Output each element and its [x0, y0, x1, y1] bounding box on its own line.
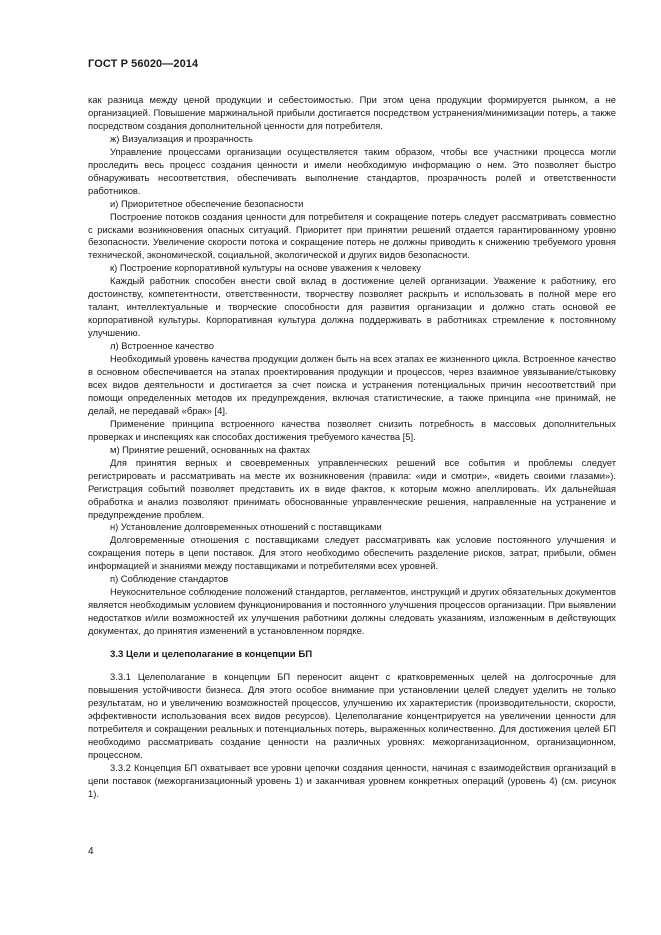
paragraph: Неукоснительное соблюдение положений стандартов, регламентов, инструкций и других обязательных документов является необходимым условием функционирования и постоянного улучшения процессов организации. При выявлении недостатков и/или возможностей их улучшения работники должны следовать указаниям, изложенным в действующих документах, до принятия изменений в установленном порядке.: [88, 586, 616, 637]
list-item-heading: и) Приоритетное обеспечение безопасности: [110, 197, 304, 209]
paragraph: Каждый работник способен внести свой вклад в достижение целей организации. Уважение к работнику, его достоинству, компетентности, ответственности, творчеству позволяет раскрыть и использовать в полной мере его талант, интеллектуальные и творческие способности для развития организации и должно стать основой ее корпоративной культуры. Корпоративная культура должна поддерживать в работниках стремление к постоянному улучшению.: [88, 275, 616, 339]
list-item-heading: п) Соблюдение стандартов: [110, 573, 229, 585]
paragraph: Для принятия верных и своевременных управленческих решений все события и проблемы следует регистрировать и рассматривать на месте их возникновения (правила: «иди и смотри», «видеть своими глазами»). Регистрация событий позволяет представить их в виде фактов, к которым можно апеллировать. Их дальнейшая обработка и анализ позволяют принимать обоснованные управленческие решения, направленные на устранение и предупреждение проблем.: [88, 456, 616, 520]
paragraph: Управление процессами организации осуществляется таким образом, чтобы все участники процесса могли проследить весь процесс создания ценности и имели необходимую информацию о нем. Это позволяет быстро обнаруживать несоответствия, обеспечивать выполнение стандартов, прозрачность ролей и ответственности работников.: [88, 145, 616, 196]
paragraph: как разница между ценой продукции и себестоимостью. При этом цена продукции формируется рынком, а не организацией. Повышение маржинальной прибыли достигается посредством устранения/минимизации потерь, а также посредством создания дополнительной ценности для потребителя.: [88, 94, 616, 131]
paragraph: Необходимый уровень качества продукции должен быть на всех этапах ее жизненного цикла. Встроенное качество в основном обеспечивается на этапах проектирования продукции и процессов, через взаимное увязывание/стыковку всех видов деятельности и достигается за счет поиска и устранения потенциальных причин несоответствий при помощи определенных методов их предупреждения, включая статистические, а также принципа «не принимай, не делай, не передавай «брак» [4].: [88, 353, 616, 416]
list-item-heading: л) Встроенное качество: [110, 340, 214, 352]
list-item-heading: н) Установление долговременных отношений с поставщиками: [110, 521, 382, 533]
document-header: ГОСТ Р 56020—2014: [88, 58, 199, 70]
list-item-heading: к) Построение корпоративной культуры на основе уважения к человеку: [110, 262, 421, 274]
section-paragraph: 3.3.2 Концепция БП охватывает все уровни цепочки создания ценности, начиная с взаимодействия организаций в цепи поставок (межорганизационный уровень 1) и заканчивая уровнем конкретных операций (уровень 4) (см. рисунок 1).: [88, 761, 616, 799]
list-item-heading: м) Принятие решений, основанных на фактах: [110, 443, 310, 455]
paragraph: Применение принципа встроенного качества позволяет снизить потребность в массовых дополнительных проверках и инспекциях как способах достижения требуемого качества [5].: [88, 417, 616, 442]
list-item-heading: ж) Визуализация и прозрачность: [110, 132, 253, 144]
paragraph: Построение потоков создания ценности для потребителя и сокращение потерь следует рассматривать совместно с рисками возникновения опасных ситуаций. Приоритет при принятии решений отдается гарантированному уровню безопасности. Увеличение скорости потока и сокращение потерь не должны приводить к снижению требуемого уровня технической, экономической, социальной, экологической и других видов безопасности.: [88, 210, 616, 261]
document-body: [88, 94, 616, 801]
section-paragraph: 3.3.1 Целеполагание в концепции БП переносит акцент с кратковременных целей на долгосрочные для повышения устойчивости бизнеса. Для этого особое внимание при установлении целей следует уделить не только результатам, но и увеличению возможностей процессов, улучшению их характеристик (производительности, скорости, эффективности использования всех видов ресурсов). Целеполагание концентрируется на увеличении ценности для потребителя и сокращении реальных и потенциальных потерь, выраженных количественно. Для достижения целей БП необходимо рассматривать создание ценности на различных уровнях: межорганизационном, организационном, процессном.: [88, 671, 616, 760]
page-number: 4: [88, 846, 94, 857]
paragraph: Долговременные отношения с поставщиками следует рассматривать как условие постоянного улучшения и сокращения потерь в цепи поставок. Для этого необходимо обеспечить разделение рисков, затрат, прибыли, обмен информацией и знаниями между поставщиками и потребителями всех уровней.: [88, 534, 616, 572]
section-heading: 3.3 Цели и целеполагание в концепции БП: [110, 649, 313, 661]
